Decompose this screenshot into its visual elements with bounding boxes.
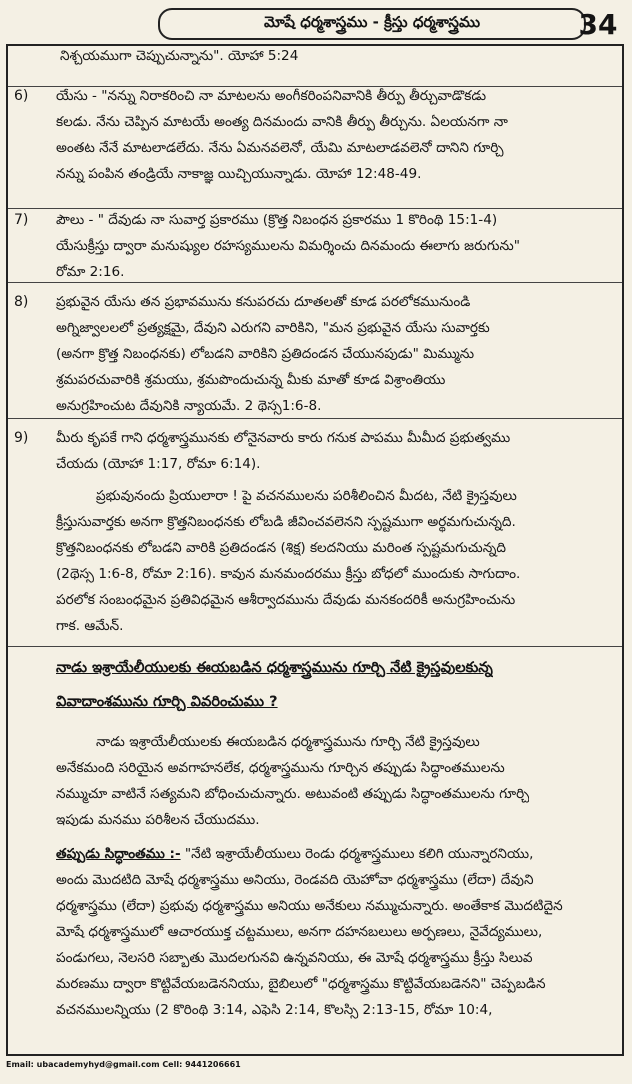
false-doctrine-label: తప్పుడు సిద్ధాంతము :- bbox=[56, 846, 181, 862]
item-line: నిశ్చయముగా చెప్పుచున్నాను". యోహా 5:24 bbox=[60, 48, 299, 64]
paragraph-line: పరలోక సంబంధమైన ప్రతివిధమైన ఆశీర్వాదమును దేవుడు మనకందరికీ అనుగ్రహించును bbox=[56, 592, 516, 608]
item-line: పౌలు - " దేవుడు నా సువార్త ప్రకారము (క్రొత్త నిబంధన ప్రకారము 1 కొరింథి 15:1-4) bbox=[56, 212, 498, 228]
false-doctrine-first-line bbox=[56, 842, 533, 866]
item-line: ప్రభువైన యేసు తన ప్రభావమును కనుపరచు దూతలతో కూడ పరలోకమునుండి bbox=[56, 294, 471, 310]
paragraph-line: నాడు ఇశ్రాయేలీయులకు ఈయబడిన ధర్మశాస్త్రమును గూర్చి నేటి క్రైస్తవులు bbox=[96, 734, 480, 750]
section-heading: వివాదాంశమును గూర్చి వివరించుము ? bbox=[56, 693, 278, 710]
item-line: అనుగ్రహించుట దేవునికి న్యాయమే. 2 థెస్స1:6-8. bbox=[56, 398, 322, 414]
page-header-title bbox=[158, 8, 586, 40]
paragraph-line: గాక. ఆమేన్. bbox=[56, 618, 124, 634]
item-number: 6) bbox=[14, 88, 29, 104]
header-title-text: మోషే ధర్మశాస్త్రము - క్రీస్తు ధర్మశాస్త్రము bbox=[263, 13, 481, 31]
false-doctrine-text: "నేటి ఇశ్రాయేలీయులు రెండు ధర్మశాస్త్రములు కలిగి యున్నారనియు, bbox=[180, 846, 534, 862]
item-line: చేయదు (యోహా 1:17, రోమా 6:14). bbox=[56, 456, 261, 472]
paragraph-line: ప్రభువునందు ప్రియులారా ! పై వచనములను పరిశీలించిన మీదట, నేటి క్రైస్తవులు bbox=[96, 488, 517, 504]
divider bbox=[8, 646, 622, 647]
paragraph-line: మోషే ధర్మశాస్త్రములో ఆచారయుక్త చట్టములు, అనగా దహనబలులు అర్పణలు, నైవేద్యములు, bbox=[56, 924, 543, 940]
contact-footer: Email: ubacademyhyd@gmail.com Cell: 9441206661 bbox=[6, 1060, 241, 1069]
item-number: 8) bbox=[14, 294, 29, 310]
section-heading: నాడు ఇశ్రాయేలీయులకు ఈయబడిన ధర్మశాస్త్రమును గూర్చి నేటి క్రైస్తవులకున్న bbox=[56, 659, 493, 676]
item-line: కలడు. నేను చెప్పిన మాటయే అంత్య దినమందు వానికి తీర్పు తీర్చును. ఏలయనగా నా bbox=[56, 114, 508, 130]
paragraph-line: ఇపుడు మనము పరిశీలన చేయుదము. bbox=[56, 812, 260, 828]
paragraph-line: నమ్ముచూ వాటినే సత్యమని బోధించుచున్నారు. అటువంటి తప్పుడు సిద్ధాంతములను గూర్చి bbox=[56, 786, 530, 802]
paragraph-line: పండుగలు, నెలసరి సబ్బాతు మొదలగునవి ఉన్నవనియు, ఈ మోషే ధర్మశాస్త్రము క్రీస్తు సిలువ bbox=[56, 950, 533, 966]
paragraph-line: (2థెస్స 1:6-8, రోమా 2:16). కావున మనమందరము క్రీస్తు బోధలో ముందుకు సాగుదాం. bbox=[56, 566, 521, 582]
item-line: అంతట నేనే మాటలాడలేదు. నేను ఏమనవలెనో, యేమి మాటలాడవలెనో దానిని గూర్చి bbox=[56, 140, 504, 156]
item-number: 7) bbox=[14, 212, 29, 228]
paragraph-line: ధర్మశాస్త్రము (లేదా) ప్రభువు ధర్మశాస్త్రము అనియు అనేకులు నమ్ముచున్నారు. అంతేకాక మొదటిదైన bbox=[56, 898, 563, 914]
paragraph-line: అనేకమంది సరియైన అవగాహనలేక, ధర్మశాస్త్రమును గూర్చిన తప్పుడు సిద్ధాంతములను bbox=[56, 760, 505, 776]
item-line: నన్ను పంపిన తండ్రియే నాకాజ్ఞ యిచ్చియున్నాడు. యోహా 12:48-49. bbox=[56, 166, 422, 182]
item-line: శ్రమపరచువారికి శ్రమయు, శ్రమపొందుచున్న మీకు మాతో కూడ విశ్రాంతియు bbox=[56, 372, 446, 388]
item-line: యేసుక్రీస్తు ద్వారా మనుష్యుల రహస్యములను విమర్శించు దినమందు ఈలాగు జరుగును" bbox=[56, 238, 521, 254]
item-line: అగ్నిజ్వాలలలో ప్రత్యక్షమై, దేవుని ఎరుగని వారికిని, "మన ప్రభువైన యేసు సువార్తకు bbox=[56, 320, 490, 336]
divider bbox=[8, 418, 622, 419]
item-line: యేసు - "నన్ను నిరాకరించి నా మాటలను అంగీకరింపనివానికి తీర్పు తీర్చువాడొకడు bbox=[56, 88, 487, 104]
item-line: రోమా 2:16. bbox=[56, 264, 125, 280]
page-number: 34 bbox=[578, 8, 618, 41]
paragraph-line: మరణము ద్వారా కొట్టివేయబడెననియు, బైబిలులో "ధర్మశాస్త్రము కొట్టివేయబడెనని" చెప్పబడిన bbox=[56, 976, 546, 992]
item-number: 9) bbox=[14, 430, 29, 446]
item-line: మీరు కృపకే గాని ధర్మశాస్త్రమునకు లోనైనవారు కారు గనుక పాపము మీమీద ప్రభుత్వము bbox=[56, 430, 511, 446]
item-line: (అనగా క్రొత్త నిబంధనకు) లోబడని వారికిని ప్రతిదండన చేయునపుడు" మిమ్మును bbox=[56, 346, 475, 362]
paragraph-line: క్రొత్తనిబంధనకు లోబడని వారికి ప్రతిదండన (శిక్ష) కలదనియు మరింత స్పష్టమగుచున్నది bbox=[56, 540, 506, 556]
paragraph-line: క్రీస్తుసువార్తకు అనగా క్రొత్తనిబంధనకు లోబడి జీవించవలెనని స్పష్టముగా అర్థమగుచున్నది. bbox=[56, 514, 516, 530]
paragraph-line: వచనములన్నియు (2 కొరింథి 3:14, ఎఫెసి 2:14, కొలస్సి 2:13-15, రోమా 10:4, bbox=[56, 1002, 493, 1018]
paragraph-line: అందు మొదటిది మోషే ధర్మశాస్త్రము అనియు, రెండవది యెహోవా ధర్మశాస్త్రము (లేదా) దేవుని bbox=[56, 872, 534, 888]
